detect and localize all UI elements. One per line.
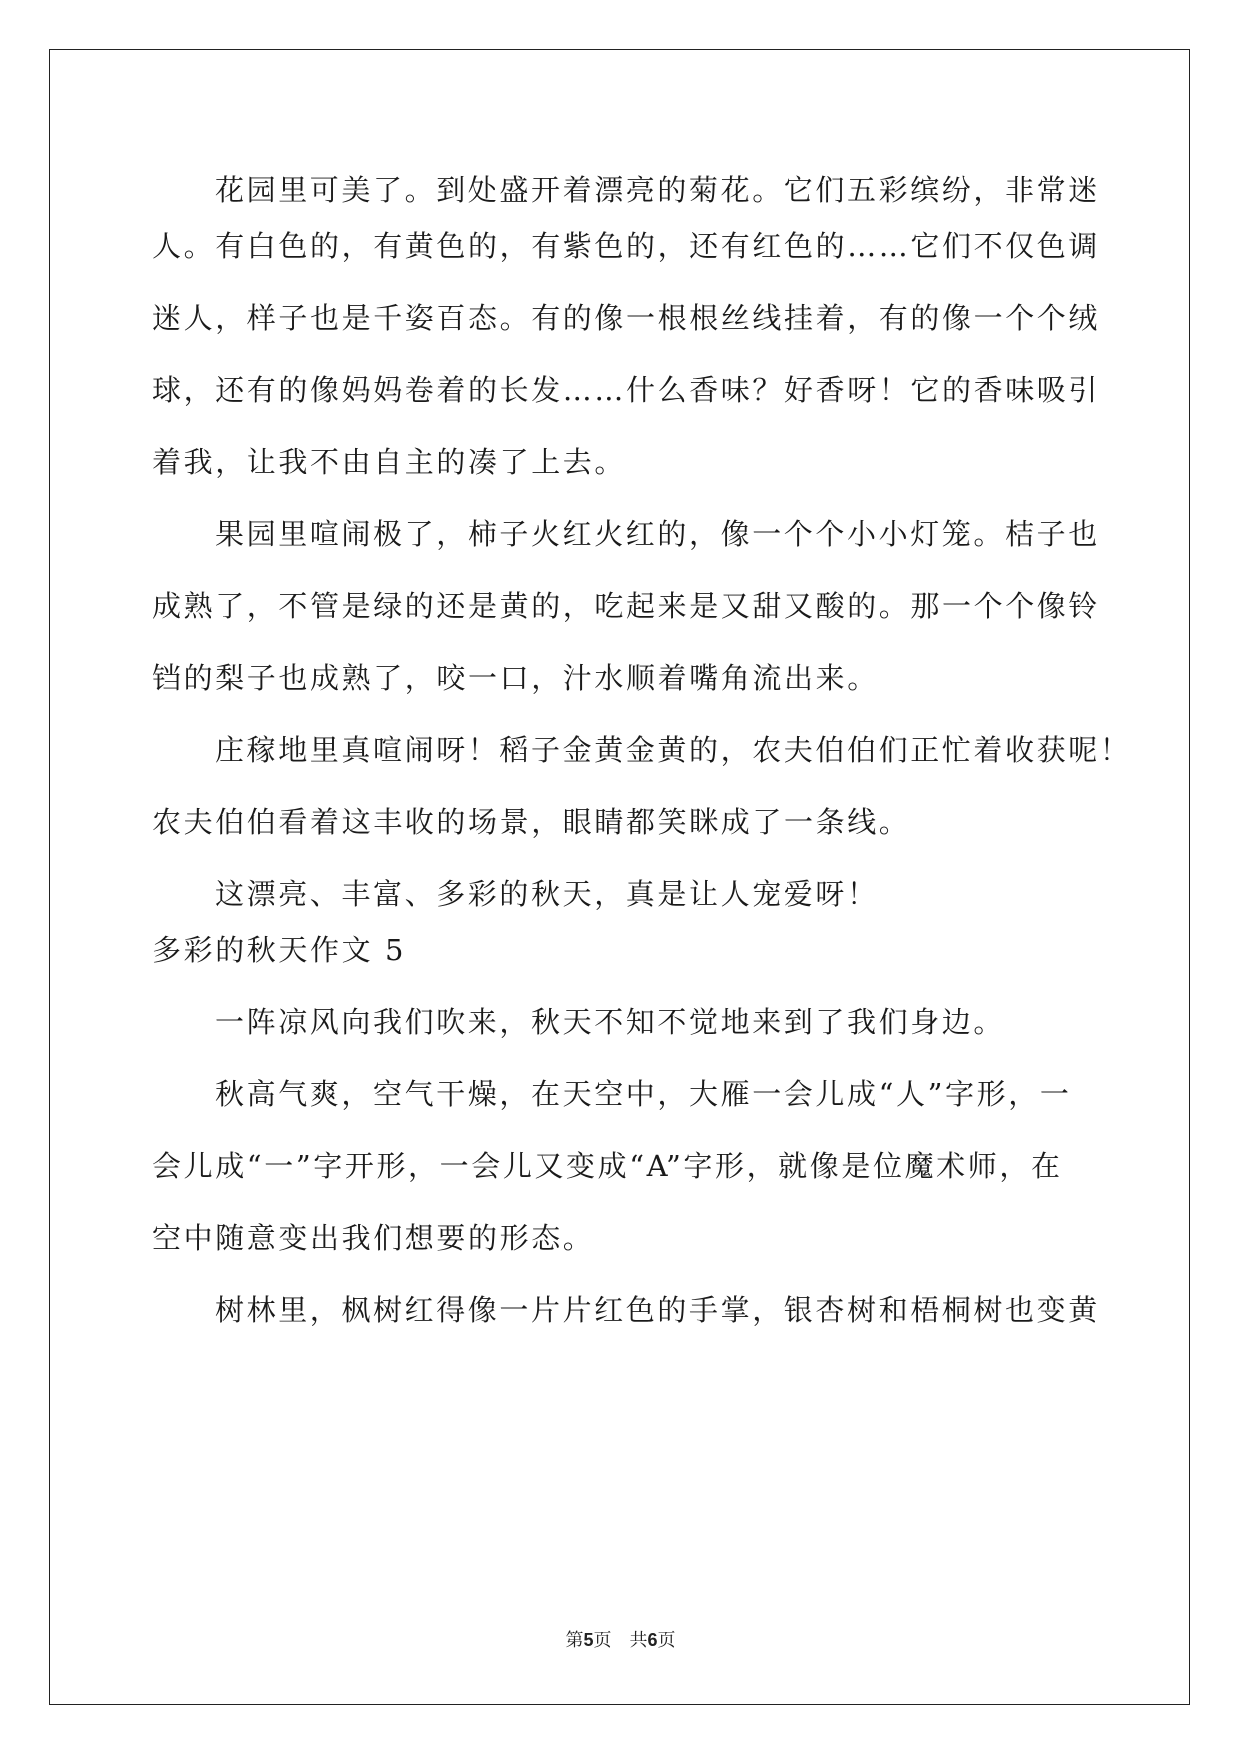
text-line-10: 农夫伯伯看着这丰收的场景，眼睛都笑眯成了一条线。 (152, 805, 911, 839)
page-footer (0, 1626, 1241, 1652)
footer-suffix: 页 (657, 1630, 676, 1651)
text-line-11: 这漂亮、丰富、多彩的秋天，真是让人宠爱呀！ (215, 877, 879, 911)
text-line-13: 一阵凉风向我们吹来，秋天不知不觉地来到了我们身边。 (215, 1005, 1006, 1039)
text-line-16: 空中随意变出我们想要的形态。 (152, 1221, 595, 1255)
current-page-number: 5 (583, 1630, 594, 1650)
footer-prefix: 第 (565, 1630, 584, 1651)
text-line-6: 果园里喧闹极了，柿子火红火红的，像一个个小小灯笼。桔子也 (215, 517, 1100, 551)
text-line-17: 树林里，枫树红得像一片片红色的手掌，银杏树和梧桐树也变黄 (215, 1293, 1100, 1327)
text-line-1: 花园里可美了。到处盛开着漂亮的菊花。它们五彩缤纷，非常迷 (215, 173, 1100, 207)
text-line-2: 人。有白色的，有黄色的，有紫色的，还有红色的……它们不仅色调 (152, 229, 1101, 263)
text-line-8: 铛的梨子也成熟了，咬一口，汁水顺着嘴角流出来。 (152, 661, 879, 695)
text-line-4: 球，还有的像妈妈卷着的长发……什么香味？好香呀！它的香味吸引 (152, 373, 1101, 407)
text-line-15: 会儿成“一”字开形，一会儿又变成“A”字形，就像是位魔术师，在 (152, 1149, 1063, 1183)
text-line-9: 庄稼地里真喧闹呀！稻子金黄金黄的，农夫伯伯们正忙着收获呢！ (215, 733, 1132, 767)
text-line-7: 成熟了，不管是绿的还是黄的，吃起来是又甜又酸的。那一个个像铃 (152, 589, 1101, 623)
text-line-3: 迷人，样子也是千姿百态。有的像一根根丝线挂着，有的像一个个绒 (152, 301, 1101, 335)
text-line-14: 秋高气爽，空气干燥，在天空中，大雁一会儿成“人”字形，一 (215, 1077, 1072, 1111)
footer-middle: 页 共 (593, 1630, 648, 1651)
total-pages-number: 6 (647, 1630, 658, 1650)
text-line-5: 着我，让我不由自主的凑了上去。 (152, 445, 627, 479)
section-heading: 多彩的秋天作文 5 (152, 933, 407, 967)
